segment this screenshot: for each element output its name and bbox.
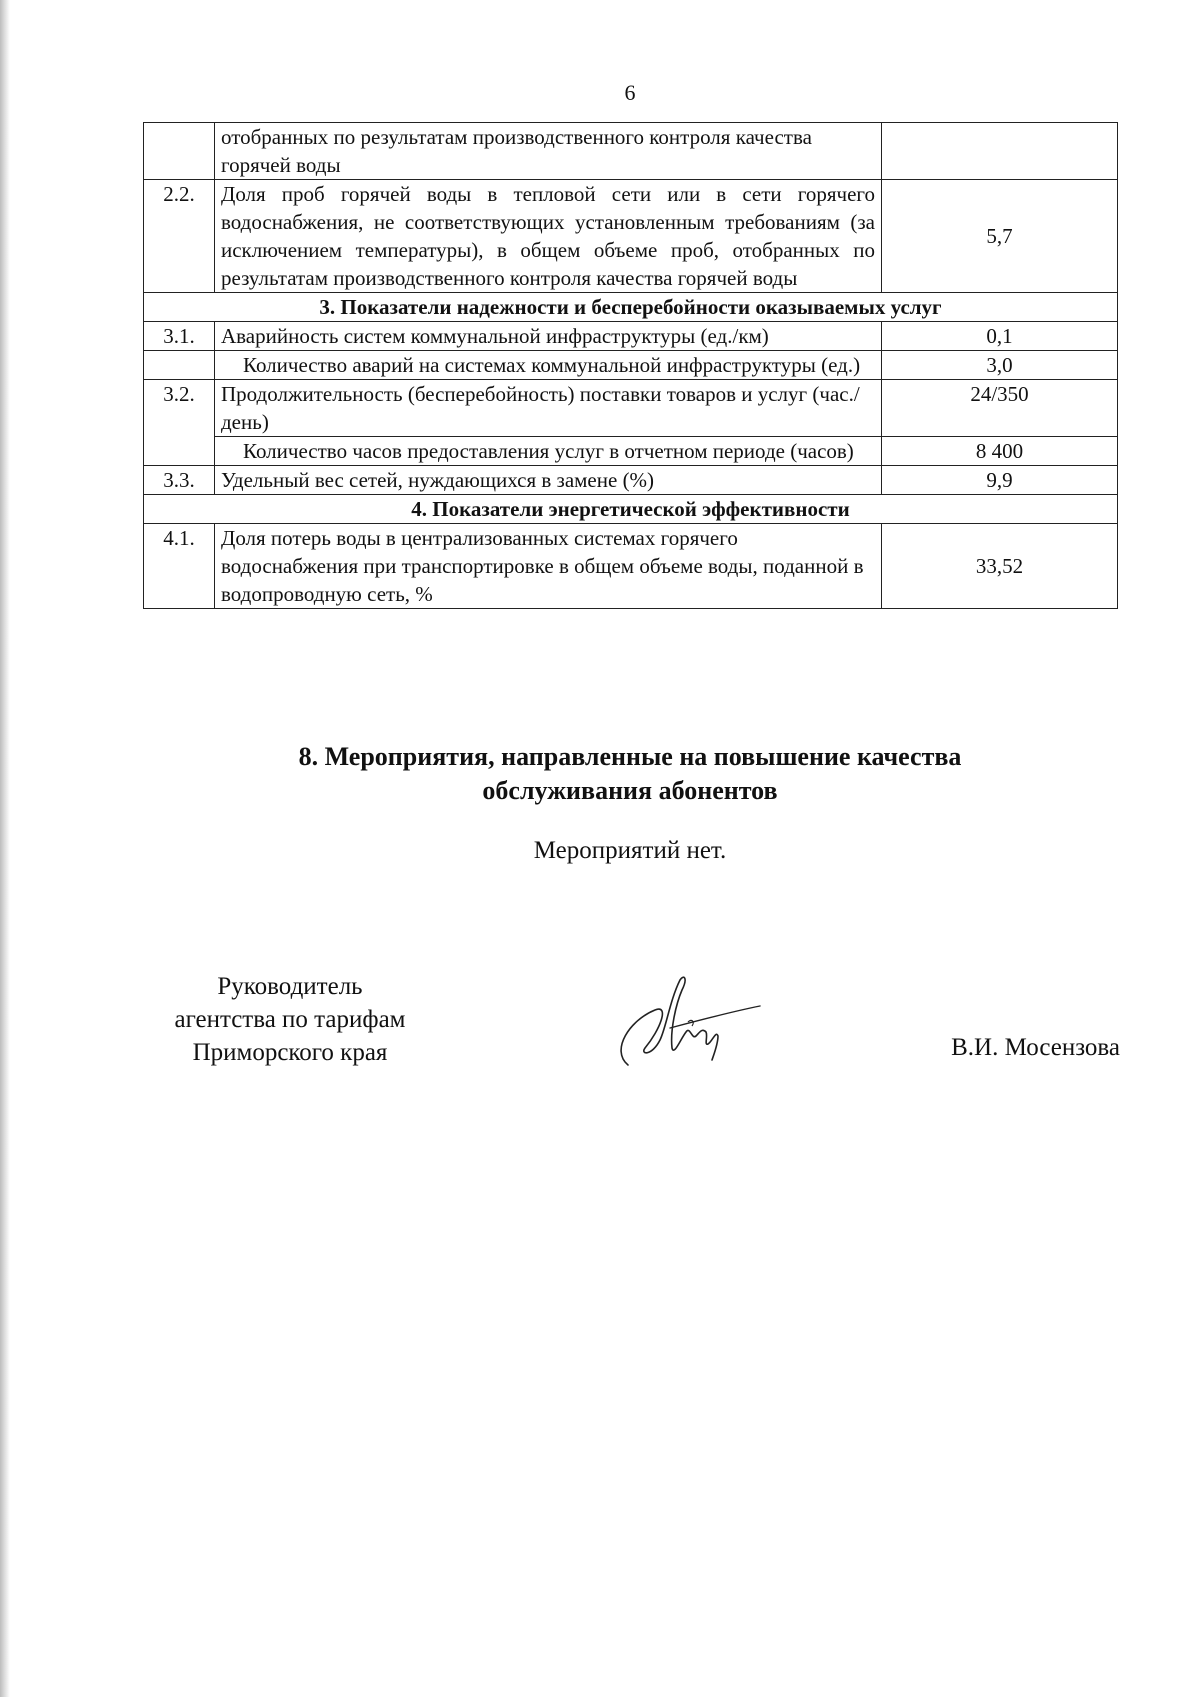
table-row bbox=[144, 322, 1118, 351]
position-line-2: агентства по тарифам bbox=[174, 1006, 406, 1033]
row-description: Доля потерь воды в централизованных системах горячего водоснабжения при транспортировке в общем объеме воды, поданной в водопроводную сеть, % bbox=[215, 524, 882, 609]
row-number bbox=[144, 123, 215, 180]
section-row bbox=[144, 293, 1118, 322]
table-row bbox=[144, 380, 1118, 437]
table-row bbox=[144, 437, 1118, 466]
row-number bbox=[144, 351, 215, 380]
signatory-position bbox=[140, 970, 440, 1069]
row-number bbox=[144, 437, 215, 466]
row-number: 4.1. bbox=[144, 524, 215, 609]
page-number: 6 bbox=[624, 80, 636, 105]
handwritten-signature bbox=[600, 970, 770, 1080]
table-row bbox=[144, 180, 1118, 293]
row-description: Удельный вес сетей, нуждающихся в замене (%) bbox=[215, 466, 882, 495]
section-row bbox=[144, 495, 1118, 524]
section-title: 4. Показатели энергетической эффективности bbox=[144, 495, 1118, 524]
row-number: 2.2. bbox=[144, 180, 215, 293]
signer-name: В.И. Мосензова bbox=[951, 1034, 1120, 1061]
section-8-heading bbox=[0, 740, 1200, 808]
indicators-table bbox=[143, 122, 1118, 609]
row-description: Количество часов предоставления услуг в отчетном периоде (часов) bbox=[215, 437, 882, 466]
table-row bbox=[144, 466, 1118, 495]
row-description: Продолжительность (бесперебойность) поставки товаров и услуг (час./день) bbox=[215, 380, 882, 437]
row-number: 3.1. bbox=[144, 322, 215, 351]
row-value: 5,7 bbox=[882, 180, 1118, 293]
table-row bbox=[144, 524, 1118, 609]
section-title: 3. Показатели надежности и бесперебойности оказываемых услуг bbox=[144, 293, 1118, 322]
position-line-3: Приморского края bbox=[192, 1039, 388, 1066]
row-description: Количество аварий на системах коммунальной инфраструктуры (ед.) bbox=[215, 351, 882, 380]
heading-line-1: 8. Мероприятия, направленные на повышение качества bbox=[298, 742, 962, 771]
table-row bbox=[144, 123, 1118, 180]
row-number: 3.2. bbox=[144, 380, 215, 437]
row-value: 3,0 bbox=[882, 351, 1118, 380]
row-value: 9,9 bbox=[882, 466, 1118, 495]
row-description: отобранных по результатам производственного контроля качества горячей воды bbox=[215, 123, 882, 180]
row-description: Доля проб горячей воды в тепловой сети или в сети горячего водоснабжения, не соответствующих установленным требованиям (за исключением температуры), в общем объеме проб, отобранных по результатам производственного контроля качества горячей воды bbox=[215, 180, 882, 293]
no-measures-text: Мероприятий нет. bbox=[533, 837, 727, 864]
row-description: Аварийность систем коммунальной инфраструктуры (ед./км) bbox=[215, 322, 882, 351]
row-value: 0,1 bbox=[882, 322, 1118, 351]
heading-line-2: обслуживания абонентов bbox=[482, 776, 778, 805]
position-line-1: Руководитель bbox=[217, 973, 363, 1000]
row-value: 33,52 bbox=[882, 524, 1118, 609]
row-value: 8 400 bbox=[882, 437, 1118, 466]
table-row bbox=[144, 351, 1118, 380]
row-value: 24/350 bbox=[882, 380, 1118, 437]
row-number: 3.3. bbox=[144, 466, 215, 495]
row-value bbox=[882, 123, 1118, 180]
